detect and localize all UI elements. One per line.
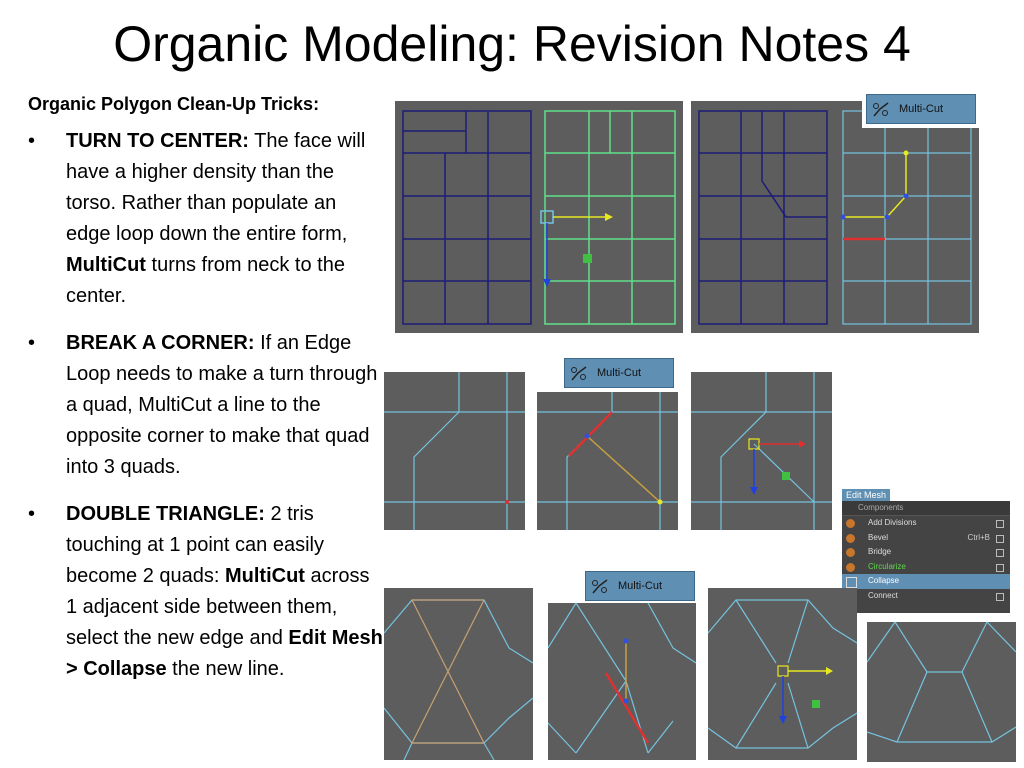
menu-item-connect[interactable]: Connect	[842, 589, 1010, 604]
mesh-wireframe	[384, 588, 533, 760]
subheading: Organic Polygon Clean-Up Tricks:	[28, 94, 320, 114]
multicut-tool-label-3: Multi-Cut	[581, 567, 699, 605]
mesh-wireframe	[384, 372, 525, 530]
bullet-double-triangle: • DOUBLE TRIANGLE: 2 tris touching at 1 point can easily become 2 quads: MultiCut across 1 adjacent side between them, select the new edge and Edit Mesh > Collapse the new line.	[28, 503, 383, 680]
option-box-icon[interactable]	[996, 535, 1004, 543]
menu-section-header: Components	[842, 501, 1010, 516]
mesh-wireframe	[548, 603, 696, 760]
multicut-tool-label-1: Multi-Cut	[862, 90, 980, 128]
viewport-turn-center-2	[691, 101, 979, 333]
slide-title: Organic Modeling: Revision Notes 4	[113, 16, 911, 72]
edit-mesh-menu	[836, 487, 1012, 617]
viewport-double-triangle-2	[548, 603, 696, 760]
viewport-break-corner-2	[537, 392, 678, 530]
option-box-icon[interactable]	[996, 593, 1004, 601]
bullet-list	[28, 126, 383, 701]
option-box-icon[interactable]	[996, 549, 1004, 557]
mesh-wireframe	[691, 372, 832, 530]
add-divisions-icon	[846, 519, 855, 528]
viewport-double-triangle-1	[384, 588, 533, 760]
mesh-wireframe	[867, 622, 1016, 762]
viewport-turn-center-1	[395, 101, 683, 333]
bevel-icon	[846, 534, 855, 543]
viewport-break-corner-3	[691, 372, 832, 530]
mesh-wireframe	[537, 392, 678, 530]
mesh-wireframe-turn	[691, 101, 979, 333]
viewport-double-triangle-3	[708, 588, 857, 760]
mesh-wireframe-dark-green	[395, 101, 683, 333]
menu-item-collapse[interactable]: Collapse	[842, 574, 1010, 589]
multicut-tool-label-2: Multi-Cut	[560, 354, 678, 392]
viewport-double-triangle-4	[867, 622, 1016, 762]
collapse-icon	[846, 577, 857, 588]
menu-item-bridge[interactable]: Bridge	[842, 545, 1010, 560]
option-box-icon[interactable]	[996, 520, 1004, 528]
edit-mesh-tab[interactable]: Edit Mesh	[842, 489, 890, 501]
mesh-wireframe	[708, 588, 857, 760]
bridge-icon	[846, 548, 855, 557]
multicut-icon	[569, 364, 591, 382]
circularize-icon	[846, 563, 855, 572]
menu-item-circularize[interactable]: Circularize	[842, 560, 1010, 575]
viewport-break-corner-1	[384, 372, 525, 530]
bullet-turn-to-center: • TURN TO CENTER: The face will have a higher density than the torso. Rather than populate an edge loop down the entire form, MultiCut turns from neck to the center.	[28, 130, 366, 307]
multicut-icon	[871, 100, 893, 118]
option-box-icon[interactable]	[996, 564, 1004, 572]
bullet-break-a-corner: • BREAK A CORNER: If an Edge Loop needs to make a turn through a quad, MultiCut a line to the opposite corner to make that quad into 3 quads.	[28, 332, 378, 478]
menu-item-add-divisions[interactable]: Add Divisions	[842, 516, 1010, 531]
multicut-icon	[590, 577, 612, 595]
menu-item-bevel[interactable]: Bevel Ctrl+B	[842, 531, 1010, 546]
